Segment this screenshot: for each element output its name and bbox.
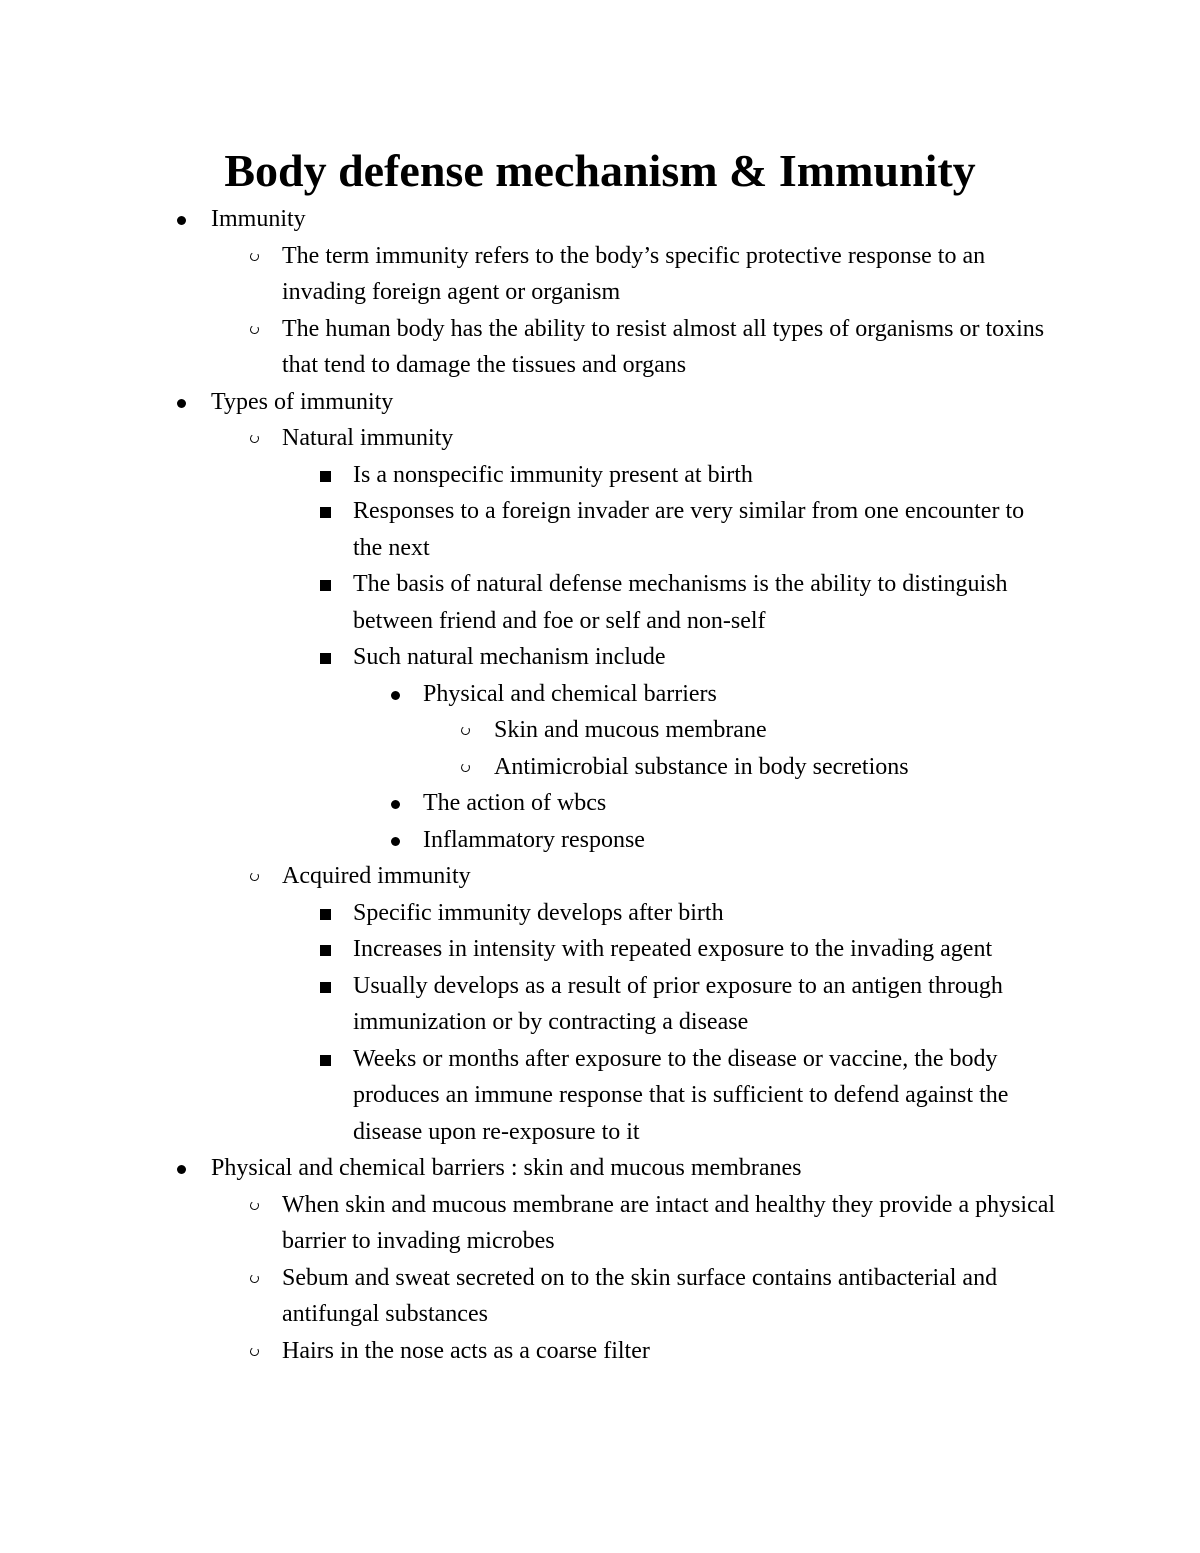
list-item-text: Increases in intensity with repeated exposure to the invading agent (353, 936, 993, 962)
list-item (0, 639, 1200, 676)
list-item-text: The human body has the ability to resist almost all types of organisms or toxins that tend to damage the tissues and organs (282, 315, 1045, 378)
bullet-circle-icon (461, 749, 481, 786)
list-item (0, 493, 1200, 566)
list-item-text: Inflammatory response (423, 826, 645, 853)
list-item (0, 1150, 1200, 1187)
list-item-text: Antimicrobial substance in body secretions (494, 753, 909, 780)
list-item (0, 858, 1200, 895)
list-item-text: Skin and mucous membrane (494, 717, 767, 743)
bullet-circle-icon (250, 238, 270, 275)
list-item (0, 1333, 1200, 1370)
list-item-text: The action of wbcs (423, 790, 607, 816)
list-item-text: The term immunity refers to the body’s specific protective response to an invading foreign agent or organism (282, 242, 986, 305)
bullet-circle-icon (250, 1187, 270, 1224)
list-item (0, 566, 1200, 639)
bullet-square-icon (320, 493, 340, 530)
list-item (0, 822, 1200, 859)
bullet-circle-icon (250, 420, 270, 457)
list-item-text: Sebum and sweat secreted on to the skin surface contains antibacterial and antifungal substances (282, 1264, 998, 1327)
list-item (0, 895, 1200, 932)
bullet-square-icon (320, 566, 340, 603)
bullet-square-icon (320, 639, 340, 676)
bullet-dot-icon (176, 1150, 196, 1187)
bullet-square-icon (320, 457, 340, 494)
list-item (0, 749, 1200, 786)
list-item (0, 785, 1200, 822)
list-item-text: Usually develops as a result of prior exposure to an antigen through immunization or by contracting a disease (353, 972, 1003, 1035)
list-item (0, 201, 1200, 238)
list-item-text: Types of immunity (211, 388, 394, 415)
list-item-text: Acquired immunity (282, 863, 471, 889)
list-item (0, 712, 1200, 749)
list-item (0, 931, 1200, 968)
bullet-dot-icon (390, 822, 410, 859)
list-item-text: When skin and mucous membrane are intact and healthy they provide a physical barrier to invading microbes (282, 1191, 1056, 1254)
list-item (0, 420, 1200, 457)
list-item-text: Physical and chemical barriers (423, 680, 717, 707)
list-item (0, 1041, 1200, 1151)
list-item-text: Responses to a foreign invader are very similar from one encounter to the next (353, 498, 1025, 561)
list-item (0, 457, 1200, 494)
bullet-circle-icon (250, 1260, 270, 1297)
bullet-dot-icon (390, 785, 410, 822)
page-title: Body defense mechanism & Immunity (224, 145, 976, 196)
list-item (0, 676, 1200, 713)
list-item-text: Weeks or months after exposure to the disease or vaccine, the body produces an immune response that is sufficient to defend against the disease upon re-exposure to it (353, 1045, 1009, 1145)
bullet-list (0, 201, 1200, 1369)
list-item-text: Natural immunity (282, 425, 454, 451)
list-item-text: Such natural mechanism include (353, 644, 666, 670)
list-item (0, 1187, 1200, 1260)
bullet-square-icon (320, 968, 340, 1005)
bullet-dot-icon (390, 676, 410, 713)
list-item (0, 238, 1200, 311)
bullet-circle-icon (250, 311, 270, 348)
list-item (0, 1260, 1200, 1333)
bullet-square-icon (320, 895, 340, 932)
bullet-dot-icon (176, 201, 196, 238)
list-item-text: The basis of natural defense mechanisms is the ability to distinguish between friend and foe or self and non-self (353, 571, 1008, 634)
list-item-text: Specific immunity develops after birth (353, 899, 724, 926)
list-item (0, 311, 1200, 384)
bullet-circle-icon (250, 1333, 270, 1370)
list-item-text: Is a nonspecific immunity present at birth (353, 461, 753, 488)
list-item-text: Immunity (211, 206, 306, 232)
list-item (0, 384, 1200, 421)
bullet-dot-icon (176, 384, 196, 421)
list-item (0, 968, 1200, 1041)
list-item-text: Hairs in the nose acts as a coarse filter (282, 1337, 650, 1364)
bullet-square-icon (320, 1041, 340, 1078)
bullet-circle-icon (461, 712, 481, 749)
bullet-square-icon (320, 931, 340, 968)
bullet-circle-icon (250, 858, 270, 895)
list-item-text: Physical and chemical barriers : skin and mucous membranes (211, 1155, 802, 1181)
